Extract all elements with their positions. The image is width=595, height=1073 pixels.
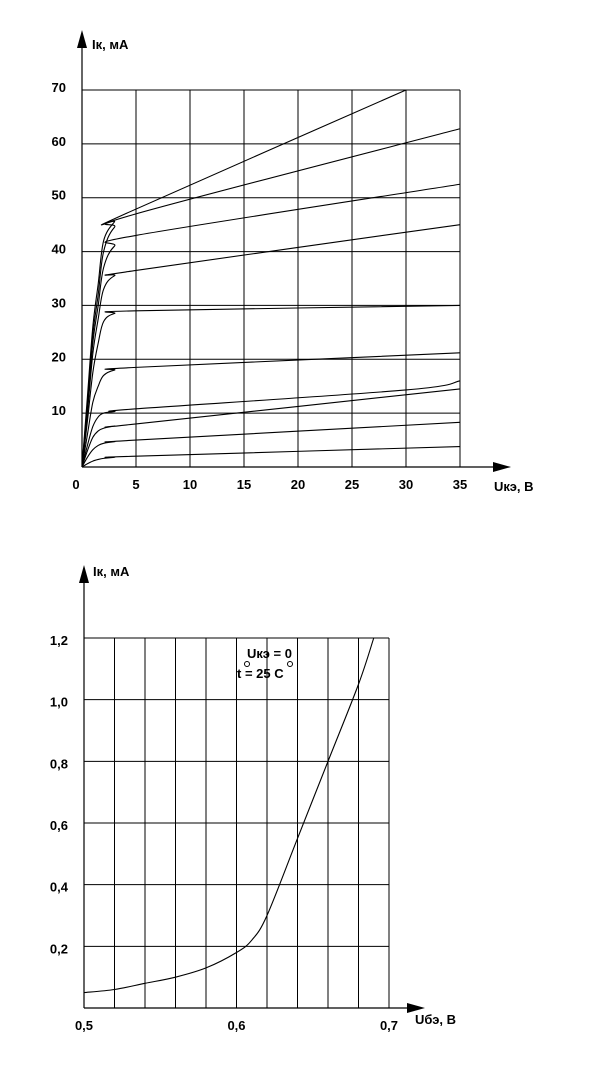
chart1-grid [82,90,460,467]
c2-y-tick-label: 0,2 [49,941,68,957]
c1-series-3-line [82,389,460,467]
c2-x-tick-label: 0,6 [227,1018,246,1033]
chart1-curves [82,90,460,467]
c2-y-tick-label: 0,6 [49,818,68,833]
chart2-axes [79,565,425,1013]
chart2-x-axis-label: Uбэ, В [415,1012,457,1027]
chart1-y-ticks [52,80,66,418]
chart2-annotation-uke: Uкэ = 0 [247,646,292,661]
chart1-y-axis-label: Iк, мА [92,37,129,52]
c1-x-tick-label: 25 [344,477,360,492]
chart2-y-axis-label: Iк, мА [93,564,130,579]
c1-x-tick-label: 0 [72,477,80,492]
c2-y-tick-label: 0,8 [49,756,68,772]
c2-x-tick-label: 0,7 [379,1018,399,1033]
c1-series-6-line [82,305,460,467]
c1-x-tick-label: 5 [132,477,140,492]
chart2-annotation-temp: t = 25 C [237,666,284,681]
chart1-axes [77,30,511,472]
c1-series-7-line [82,225,460,467]
c1-y-tick-label: 50 [51,187,66,203]
c1-x-tick-label: 15 [236,477,252,492]
c1-y-tick-label: 30 [51,295,66,311]
chart1-x-ticks [72,477,467,492]
degree-symbol-icon [288,662,293,667]
c2-x-tick-label: 0,5 [74,1018,94,1033]
c1-series-9-line [82,129,460,467]
chart1-x-axis-label: Uкэ, В [494,479,534,494]
chart2-curves [84,638,374,993]
c1-y-tick-label: 60 [51,133,66,149]
c1-x-tick-label: 35 [452,477,468,492]
chart1-y-arrow-icon [77,30,87,48]
chart2-y-arrow-icon [79,565,89,583]
c1-y-tick-label: 70 [51,80,66,95]
chart2-y-ticks [50,633,69,956]
c2-y-tick-label: 0,4 [49,879,68,895]
c1-y-tick-label: 40 [51,241,66,257]
chart2-x-ticks [75,1018,398,1033]
c2-y-tick-label: 1,2 [49,633,68,648]
c1-series-2-line [82,422,460,467]
c1-x-tick-label: 20 [290,477,306,492]
c1-series-1-line [82,447,460,467]
c1-x-tick-label: 30 [398,477,414,492]
c1-y-tick-label: 20 [51,349,66,365]
c2-y-tick-label: 1,0 [49,694,68,710]
c1-series-8-line [82,184,460,467]
c1-x-tick-label: 10 [182,477,198,492]
chart1-x-arrow-icon [493,462,511,472]
c1-y-tick-label: 10 [51,403,66,419]
c2-series-1-line [84,638,374,993]
c1-series-5-line [82,353,460,467]
